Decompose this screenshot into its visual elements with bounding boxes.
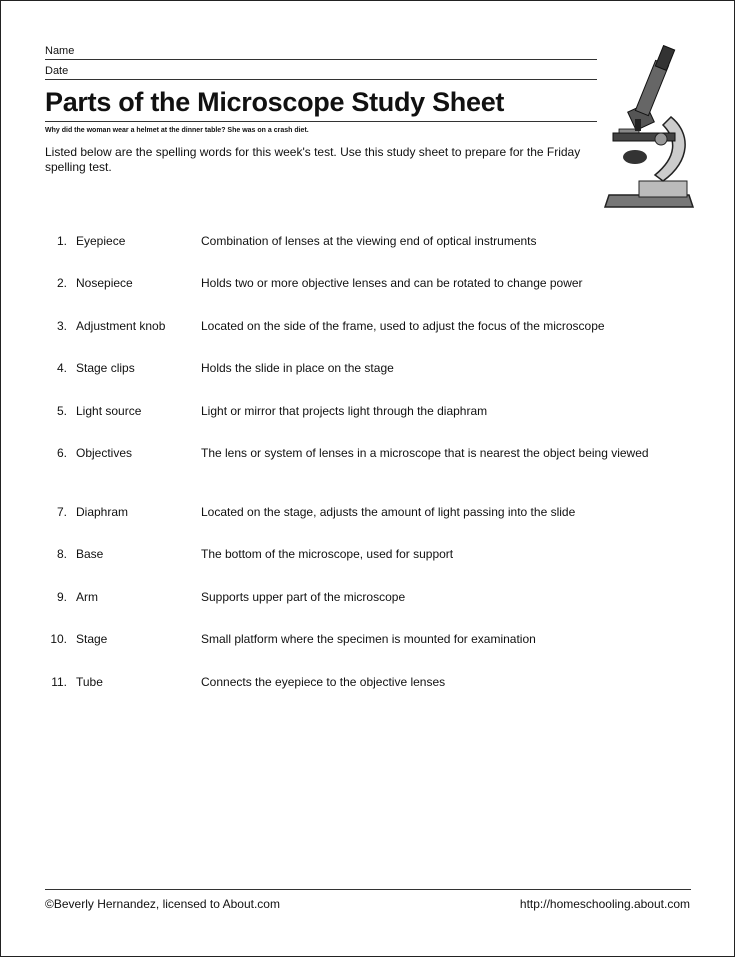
footer-url[interactable]: http://homeschooling.about.com (519, 897, 690, 911)
intro-text: Listed below are the spelling words for this week's test. Use this study sheet to prepare for the Friday spelling test. (45, 145, 581, 174)
term: Tube (76, 675, 103, 689)
definition: Located on the side of the frame, used to adjust the focus of the microscope (201, 319, 605, 333)
term: Stage clips (76, 361, 135, 375)
microscope-icon (599, 45, 699, 213)
date-field[interactable] (45, 65, 597, 80)
term: Eyepiece (76, 234, 126, 248)
term: Arm (76, 590, 98, 604)
term: Light source (76, 404, 142, 418)
definition: Supports upper part of the microscope (201, 590, 406, 604)
definition: Located on the stage, adjusts the amount of light passing into the slide (201, 505, 576, 519)
study-sheet: Name Date Parts of the Microscope Study Sheet Why did the woman wear a helmet at the dinner table? She was on a crash diet. Listed below are the spelling words for this week's test. Use this study sheet to prepare for the Friday spelling test. 1. Eyepiece Combination of lenses at the viewing end of optical instruments 2. Nosepiece Holds two or more objective lenses and can be rotated to change power 3. Adjustment knob Located on the side of the frame, used to adjust the focus of the microscope 4. Stage clips Holds the slide in place on the stage 5. Light source Light or mirror that projects light through the diaphram 6. Objectives The lens or system of lenses in a microscope that is nearest the object being viewed 7. Diaphram Located on the stage, adjusts the amount of light passing into the slide 8. Base The bottom of the microscope, used for support 9. Arm Supports upper part of the microscope 10. Stage Small platform where the specimen is mounted for examination 11. Tube Connects the eyepiece to the objective lenses ©Beverly Hernandez, licensed to About.com http://homeschooling.about.com (0, 0, 735, 957)
date-label: Date (45, 65, 69, 77)
definition: Holds the slide in place on the stage (201, 361, 394, 375)
definition: Small platform where the specimen is mounted for examination (201, 632, 536, 646)
footer-divider (45, 889, 691, 890)
term: Diaphram (76, 505, 129, 519)
definition: Connects the eyepiece to the objective lenses (201, 675, 446, 689)
page-title: Parts of the Microscope Study Sheet (45, 85, 597, 122)
term: Stage (76, 632, 108, 646)
definition: The lens or system of lenses in a microscope that is nearest the object being viewed (201, 446, 649, 460)
term: Adjustment knob (76, 319, 166, 333)
definition: Holds two or more objective lenses and can be rotated to change power (201, 276, 583, 290)
term: Base (76, 547, 104, 561)
term: Objectives (76, 446, 133, 460)
name-label: Name (45, 45, 75, 57)
definition: Light or mirror that projects light through the diaphram (201, 404, 488, 418)
definition: The bottom of the microscope, used for support (201, 547, 454, 561)
term: Nosepiece (76, 276, 133, 290)
definition: Combination of lenses at the viewing end of optical instruments (201, 234, 537, 248)
copyright-text: ©Beverly Hernandez, licensed to About.com (45, 897, 280, 911)
joke-text: Why did the woman wear a helmet at the dinner table? She was on a crash diet. (45, 127, 309, 134)
name-field[interactable] (45, 45, 597, 60)
